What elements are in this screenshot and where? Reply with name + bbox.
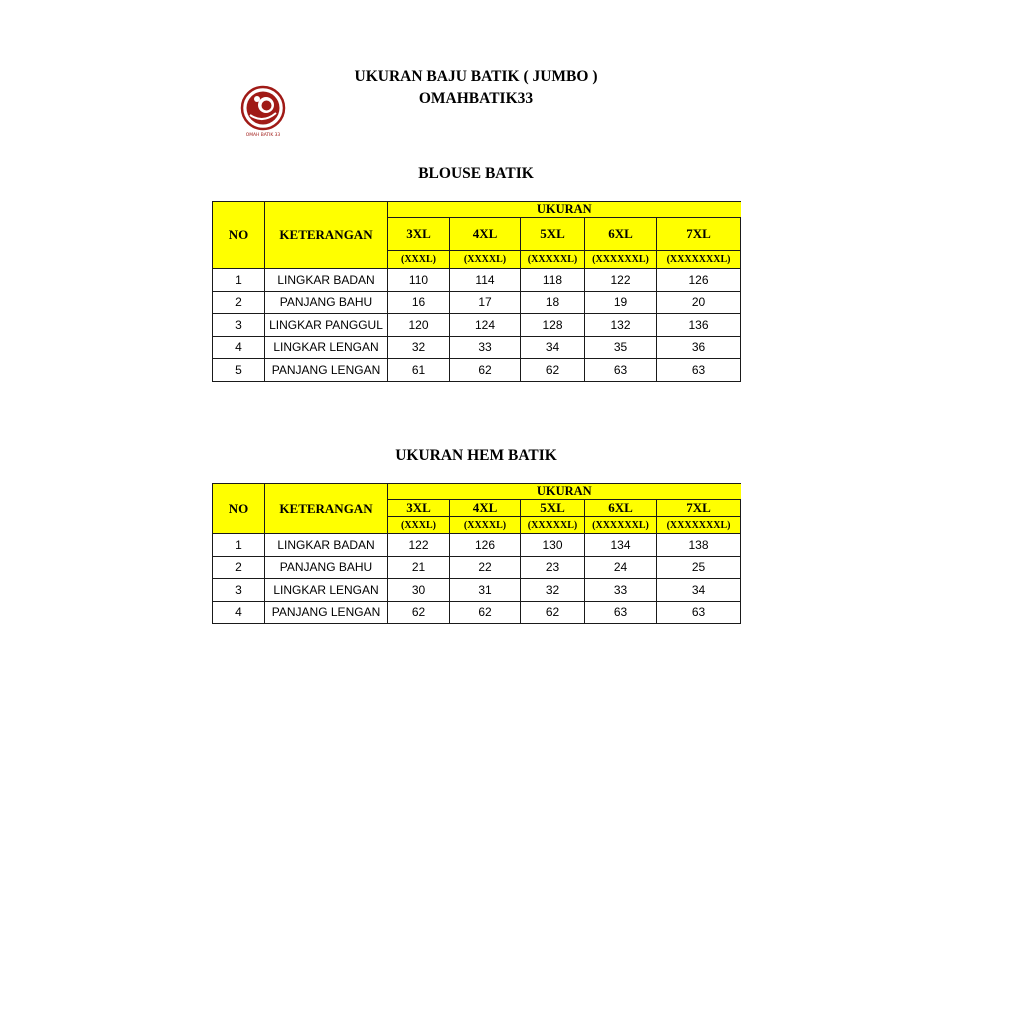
blouse-section-title: BLOUSE BATIK [418,165,534,182]
row-no: 4 [213,601,265,624]
row-value: 130 [521,534,585,557]
header-ukuran: UKURAN [388,202,741,218]
row-value: 126 [657,269,741,292]
header-keterangan: KETERANGAN [265,202,388,269]
page-title: UKURAN BAJU BATIK ( JUMBO ) [354,68,598,85]
row-value: 126 [450,534,521,557]
row-keterangan: LINGKAR LENGAN [265,579,388,602]
page-subtitle: OMAHBATIK33 [418,90,534,107]
row-no: 3 [213,314,265,337]
svg-text:OMAH BATIK 33: OMAH BATIK 33 [245,133,281,138]
size-code: (XXXXL) [450,251,521,269]
row-value: 30 [388,579,450,602]
table-row [213,534,741,557]
row-no: 2 [213,291,265,314]
row-value: 63 [657,359,741,382]
row-value: 122 [585,269,657,292]
row-no: 3 [213,579,265,602]
row-value: 32 [521,579,585,602]
size-label: 4XL [450,218,521,251]
size-code: (XXXL) [388,251,450,269]
row-value: 18 [521,291,585,314]
row-keterangan: LINGKAR BADAN [265,269,388,292]
row-value: 31 [450,579,521,602]
size-code: (XXXXL) [450,517,521,534]
row-value: 122 [388,534,450,557]
row-value: 24 [585,556,657,579]
row-value: 22 [450,556,521,579]
row-value: 62 [450,601,521,624]
row-value: 17 [450,291,521,314]
row-no: 1 [213,269,265,292]
row-value: 138 [657,534,741,557]
row-no: 5 [213,359,265,382]
row-value: 63 [657,601,741,624]
table-row [213,269,741,292]
table-row [213,579,741,602]
row-keterangan: LINGKAR LENGAN [265,336,388,359]
hem-size-table [212,483,741,624]
row-value: 36 [657,336,741,359]
hem-section-title: UKURAN HEM BATIK [395,447,557,464]
row-keterangan: PANJANG BAHU [265,556,388,579]
header-ukuran: UKURAN [388,484,741,500]
size-label: 4XL [450,500,521,517]
size-label: 6XL [585,500,657,517]
table-row [213,601,741,624]
row-value: 34 [521,336,585,359]
size-code: (XXXXXXXL) [657,517,741,534]
size-label: 3XL [388,218,450,251]
size-label: 5XL [521,500,585,517]
row-value: 110 [388,269,450,292]
size-code: (XXXXXXXL) [657,251,741,269]
row-value: 25 [657,556,741,579]
row-value: 136 [657,314,741,337]
row-keterangan: PANJANG LENGAN [265,601,388,624]
row-value: 62 [521,359,585,382]
size-label: 3XL [388,500,450,517]
size-label: 7XL [657,500,741,517]
table-row [213,314,741,337]
row-value: 33 [450,336,521,359]
row-keterangan: LINGKAR PANGGUL [265,314,388,337]
table-row [213,359,741,382]
row-no: 2 [213,556,265,579]
table-row [213,556,741,579]
row-keterangan: PANJANG LENGAN [265,359,388,382]
row-value: 21 [388,556,450,579]
row-no: 4 [213,336,265,359]
row-value: 62 [388,601,450,624]
row-value: 114 [450,269,521,292]
row-value: 62 [521,601,585,624]
header-no: NO [213,202,265,269]
size-code: (XXXXXXL) [585,517,657,534]
row-value: 16 [388,291,450,314]
blouse-size-table [212,201,741,382]
row-keterangan: LINGKAR BADAN [265,534,388,557]
row-value: 23 [521,556,585,579]
row-value: 128 [521,314,585,337]
table-row [213,336,741,359]
row-value: 134 [585,534,657,557]
row-value: 63 [585,601,657,624]
size-label: 5XL [521,218,585,251]
row-value: 120 [388,314,450,337]
row-value: 19 [585,291,657,314]
size-code: (XXXXXXL) [585,251,657,269]
row-value: 33 [585,579,657,602]
row-value: 32 [388,336,450,359]
row-value: 34 [657,579,741,602]
table-row [213,291,741,314]
size-code: (XXXL) [388,517,450,534]
row-value: 35 [585,336,657,359]
omahbatik-logo [236,84,290,138]
size-label: 6XL [585,218,657,251]
row-value: 20 [657,291,741,314]
size-code: (XXXXXL) [521,517,585,534]
row-value: 124 [450,314,521,337]
header-keterangan: KETERANGAN [265,484,388,534]
row-value: 62 [450,359,521,382]
row-value: 118 [521,269,585,292]
header-no: NO [213,484,265,534]
row-value: 132 [585,314,657,337]
row-value: 61 [388,359,450,382]
row-keterangan: PANJANG BAHU [265,291,388,314]
size-label: 7XL [657,218,741,251]
row-no: 1 [213,534,265,557]
row-value: 63 [585,359,657,382]
size-code: (XXXXXL) [521,251,585,269]
